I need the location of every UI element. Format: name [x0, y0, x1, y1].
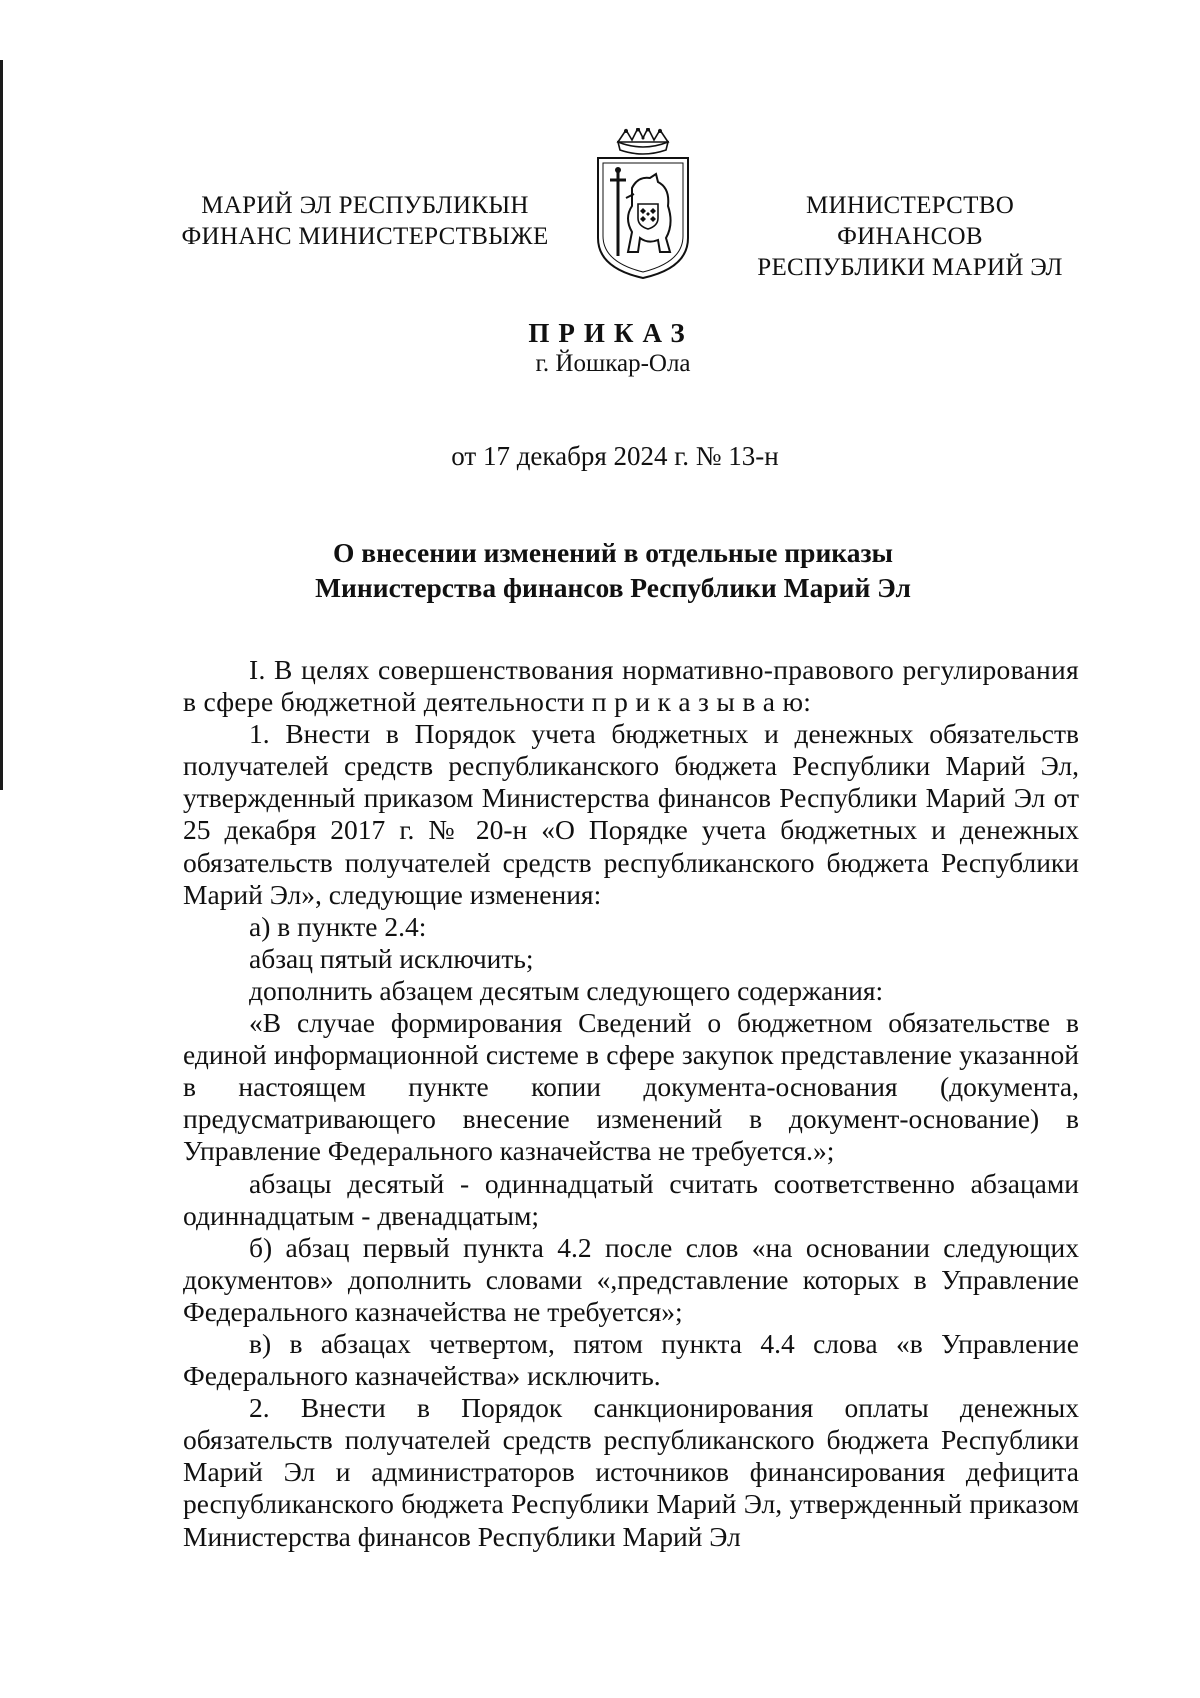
paragraph-item-1: 1. Внести в Порядок учета бюджетных и денежных обязательств получателей средств республиканского бюджета Республики Марий Эл, утвержденный приказом Министерства финансов Республики Марий Эл от 25 декабря 2017 г. № 20-н «О Порядке учета бюджетных и денежных обязательств получателей средств республиканского бюджета Республики Марий Эл», следующие изменения:	[183, 718, 1079, 910]
subject-line-2: Министерства финансов Республики Марий Эл	[315, 572, 911, 603]
document-body	[183, 654, 1079, 1553]
paragraph-quote: «В случае формирования Сведений о бюджетном обязательстве в единой информационной системе в сфере закупок представление указанной в настоящем пункте копии документа-основания (документа, предусматривающего внесение изменений в документ-основание) в Управление Федерального казначейства не требуется.»;	[183, 1007, 1079, 1167]
document-date-number: от 17 декабря 2024 г. № 13-н	[451, 441, 779, 471]
paragraph-subitem-a: а) в пункте 2.4:	[249, 910, 427, 942]
document-city: г. Йошкар-Ола	[535, 350, 691, 377]
paragraph-item-2: 2. Внести в Порядок санкционирования оплаты денежных обязательств получателей средств республиканского бюджета Республики Марий Эл и администраторов источников финансирования дефицита республиканского бюджета Республики Марий Эл, утвержденный приказом Министерства финансов Республики Марий Эл	[183, 1392, 1079, 1552]
header-left-line-1: МАРИЙ ЭЛ РЕСПУБЛИКЫН	[201, 192, 529, 219]
header-right-ministry-russian	[730, 190, 1090, 283]
paragraph-subitem-b: б) абзац первый пункта 4.2 после слов «на основании следующих документов» дополнить словами «,представление которых в Управление Федерального казначейства не требуется»;	[183, 1231, 1079, 1327]
paragraph-abzac-exclude: абзац пятый исключить;	[249, 942, 534, 974]
header-left-line-2: ФИНАНС МИНИСТЕРСТВЫЖЕ	[181, 223, 549, 250]
paragraph-preamble: I. В целях совершенствования нормативно-правового регулирования в сфере бюджетной деятельности п р и к а з ы в а ю:	[183, 654, 1079, 718]
header-right-line-2: РЕСПУБЛИКИ МАРИЙ ЭЛ	[757, 254, 1063, 281]
paragraph-renumber: абзацы десятый - одиннадцатый считать соответственно абзацами одиннадцатым - двенадцатым;	[183, 1167, 1079, 1231]
subject-line-1: О внесении изменений в отдельные приказы	[333, 537, 893, 568]
paragraph-add-abzac: дополнить абзацем десятым следующего содержания:	[249, 974, 884, 1006]
header-right-line-1: МИНИСТЕРСТВО ФИНАНСОВ	[805, 192, 1015, 250]
document-subject	[0, 535, 1200, 605]
scan-edge-line	[0, 60, 3, 790]
coat-of-arms-icon	[588, 128, 698, 288]
paragraph-subitem-v: в) в абзацах четвертом, пятом пункта 4.4 слова «в Управление Федерального казначейства» исключить.	[183, 1327, 1079, 1392]
document-title: ПРИКАЗ	[528, 318, 694, 348]
header-left-ministry-mari	[180, 190, 550, 252]
